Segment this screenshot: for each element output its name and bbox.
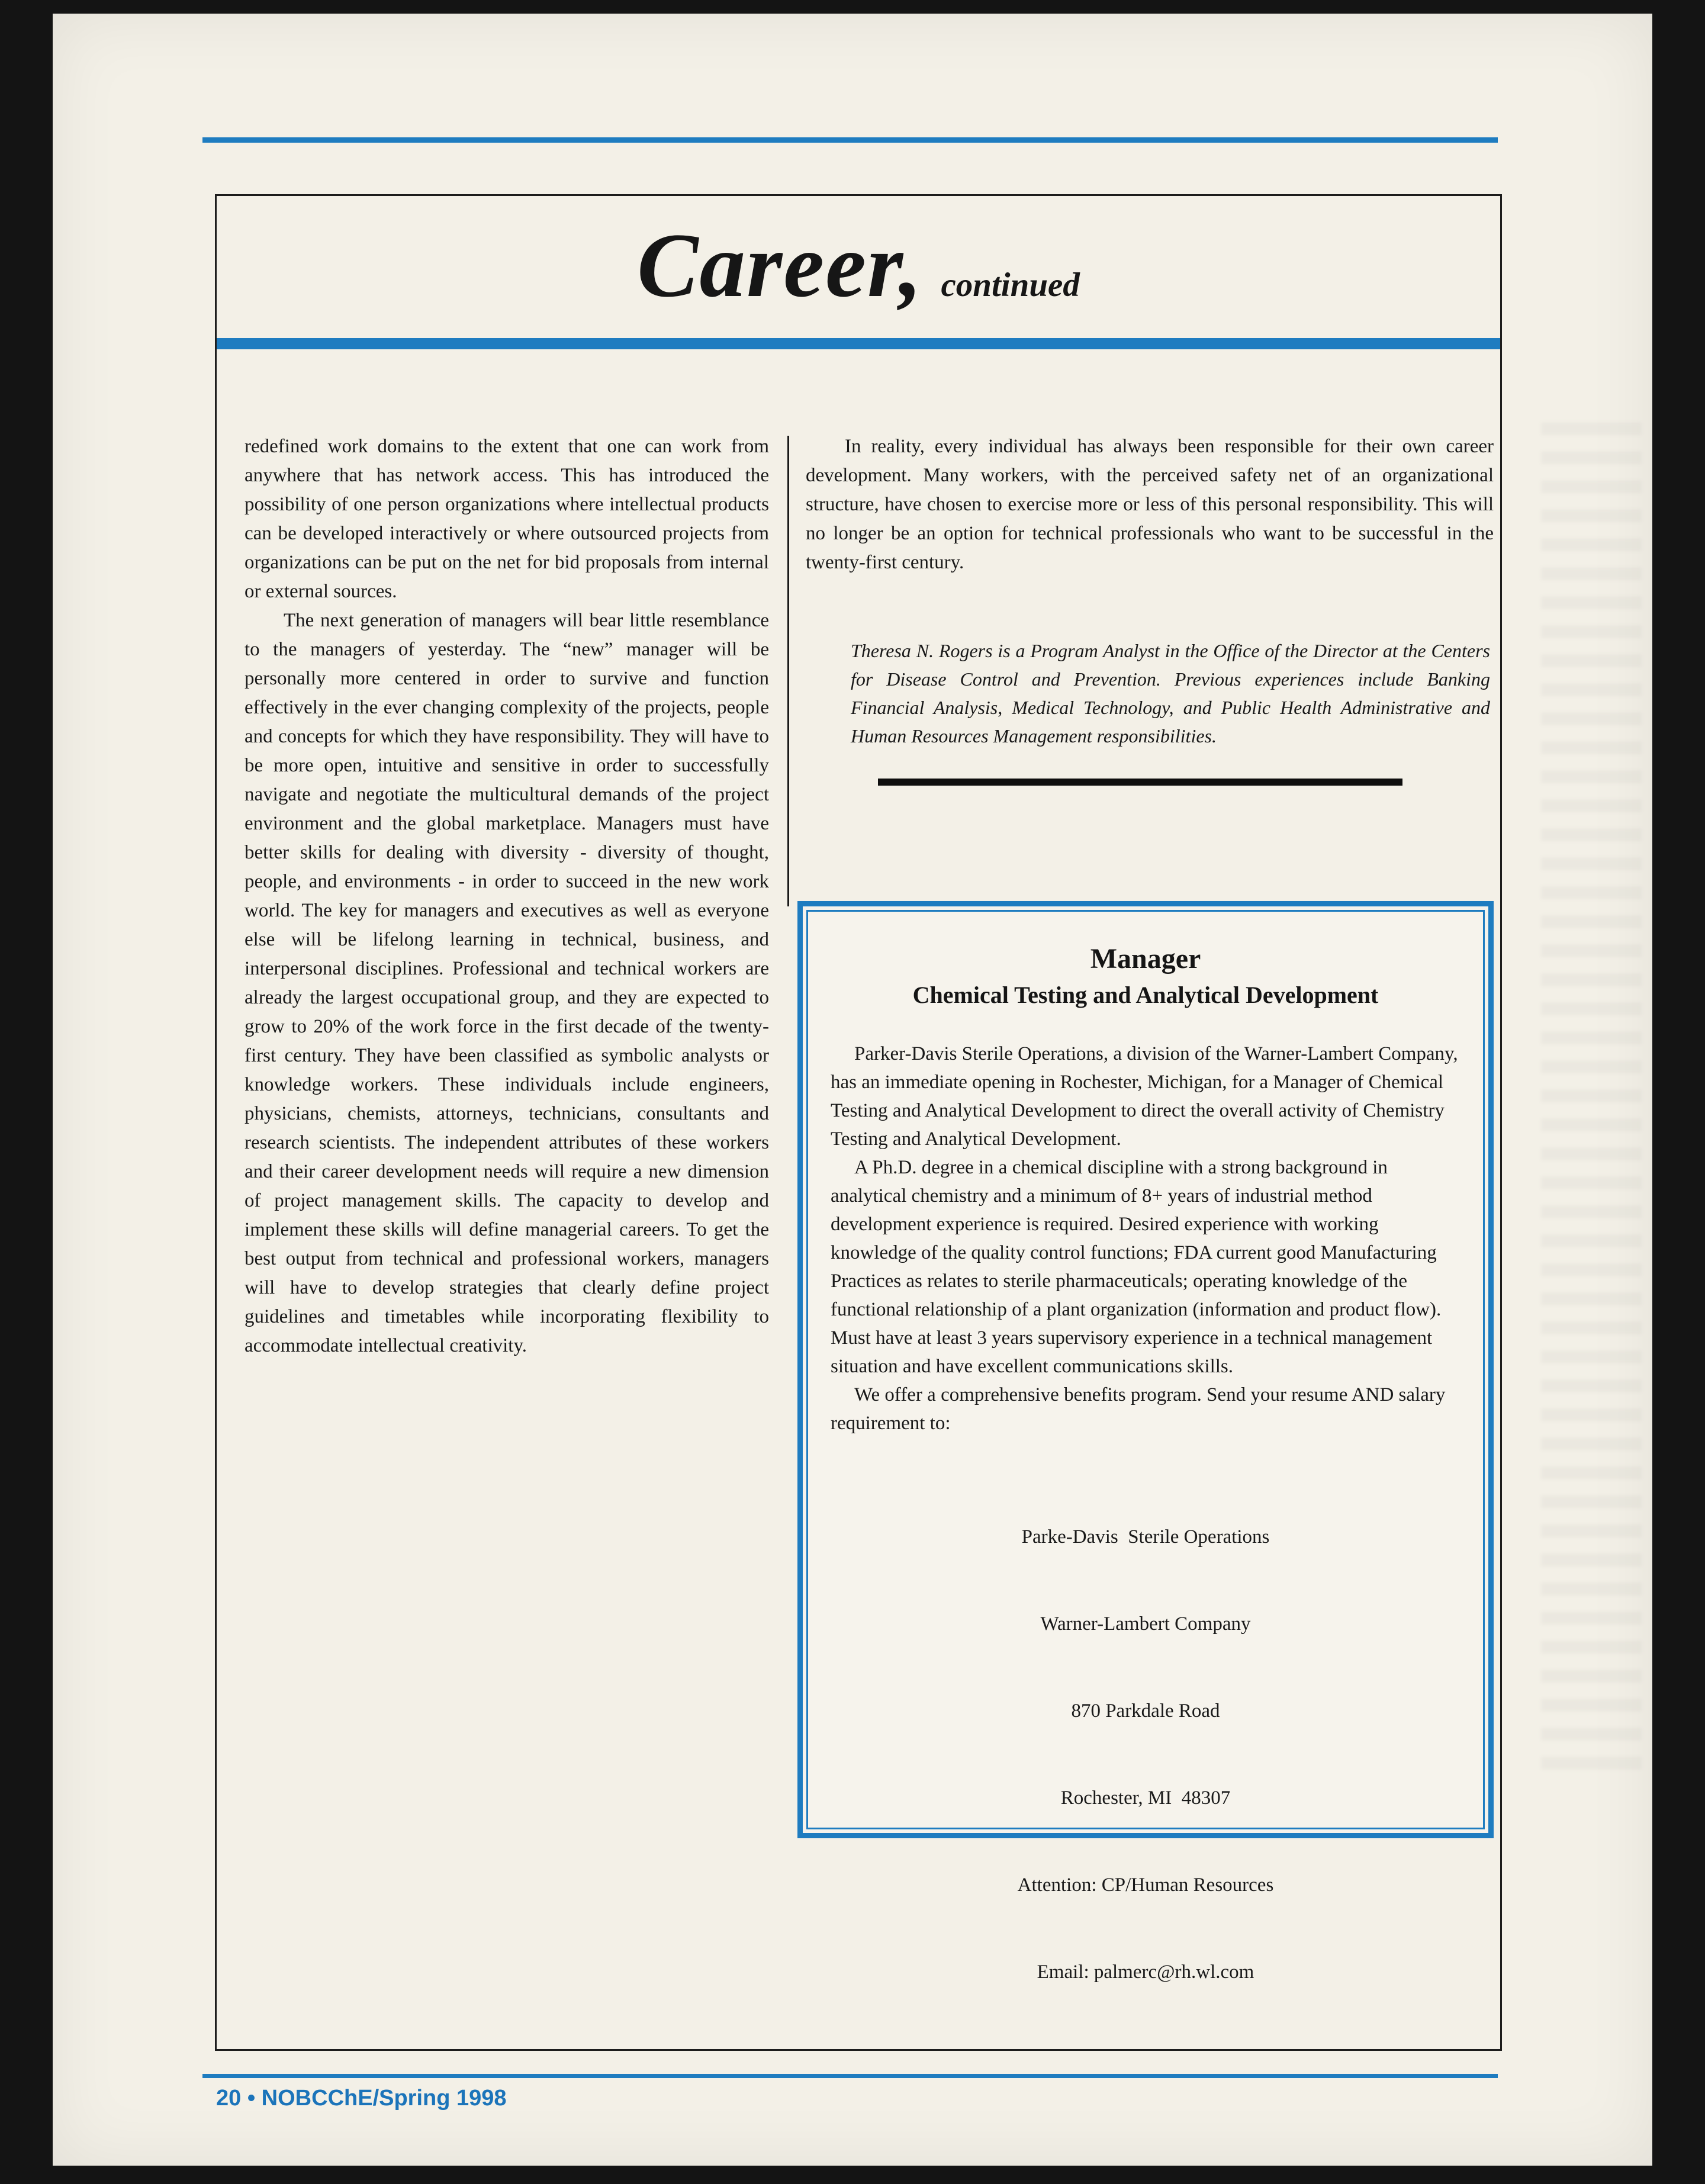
address-line: Attention: CP/Human Resources bbox=[1017, 1874, 1274, 1896]
left-column bbox=[245, 432, 769, 1838]
paragraph: The next generation of managers will bear little resemblance to the managers of yesterday. The “new” manager will be personally more centered in order to survive and function effectively in the ever changing complexity of the projects, people and concepts for which they have responsibility. They will have to be more open, intuitive and sensitive in order to successfully navigate and negotiate the multicultural demands of the project environment and the global marketplace. Managers must have better skills for dealing with diversity - diversity of thought, people, and environments - in order to succeed in the new work world. The key for managers and executives as well as everyone else will be lifelong learning in technical, business, and interpersonal disciplines. Professional and technical workers are already the largest occupational group, and they are expected to grow to 20% of the work force in the first decade of the twenty-first century. They have been classified as symbolic analysts or knowledge workers. These individuals include engineers, physicians, chemists, attorneys, technicians, consultants and research scientists. The independent attributes of these workers and their career development needs will require a new dimension of project management skills. The capacity to develop and implement these skills will define managerial careers. To get the best output from technical and professional workers, managers will have to develop strategies that clearly define project guidelines and timetables while incorporating flexibility to accommodate intellectual creativity. bbox=[245, 610, 769, 1356]
section-divider-rule bbox=[878, 779, 1402, 786]
job-ad-paragraph: A Ph.D. degree in a chemical discipline with a strong background in analytical chemistry and a minimum of 8+ years of industrial method development experience is required. Desired experience with working knowledge of the quality control functions; FDA current good Manufacturing Practices as relates to sterile pharmaceuticals; operating knowledge of the functional relationship of a plant organization (information and product flow). Must have at least 3 years supervisory experience in a technical management situation and have excellent communications skills. bbox=[831, 1157, 1442, 1377]
article-masthead bbox=[217, 196, 1500, 338]
paragraph: redefined work domains to the extent that one can work from anywhere that has network access. This has introduced the possibility of one person organizations where intellectual products can be developed interactively or where outsourced projects from organizations can be put on the net for bid proposals from internal or external sources. bbox=[245, 436, 769, 602]
author-bio: Theresa N. Rogers is a Program Analyst in the Office of the Director at the Centers for Disease Control and Prevention. Previous experiences include Banking Financial Analysis, Medical Technology, and Public Health Administrative and Human Resources Management responsibilities. bbox=[851, 640, 1490, 747]
article-subtitle: continued bbox=[941, 266, 1080, 304]
job-ad-box bbox=[797, 901, 1494, 1983]
masthead-underline-bar bbox=[217, 338, 1500, 349]
paragraph: In reality, every individual has always been responsible for their own career development. Many workers, with the perceived safety net of an organizational structure, have chosen to exercise more or less of this personal responsibility. This will no longer be an option for technical professionals who want to be successful in the twenty-first century. bbox=[806, 436, 1494, 573]
column-divider-line bbox=[787, 436, 789, 906]
article-frame bbox=[215, 194, 1502, 2051]
job-ad-paragraph: Parker-Davis Sterile Operations, a division of the Warner-Lambert Company, has an immediate opening in Rochester, Michigan, for a Manager of Chemical Testing and Analytical Development to direct the overall activity of Chemistry Testing and Analytical Development. bbox=[831, 1043, 1458, 1150]
address-line: Warner-Lambert Company bbox=[1040, 1613, 1251, 1635]
job-ad-paragraph: We offer a comprehensive benefits program. Send your resume AND salary requirement to: bbox=[831, 1384, 1446, 1434]
page-bleed-through bbox=[1541, 422, 1642, 1784]
job-ad-inner-frame bbox=[806, 910, 1485, 1983]
address-line: Rochester, MI 48307 bbox=[1060, 1787, 1231, 1809]
top-blue-rule bbox=[202, 137, 1498, 143]
right-column bbox=[806, 432, 1494, 1983]
article-title: Career, bbox=[637, 214, 924, 316]
address-line: Parke-Davis Sterile Operations bbox=[1021, 1526, 1270, 1548]
page-footer: 20 • NOBCChE/Spring 1998 bbox=[216, 2086, 507, 2111]
article-columns bbox=[217, 432, 1500, 1983]
magazine-page bbox=[53, 14, 1652, 2166]
address-line: 870 Parkdale Road bbox=[1071, 1700, 1220, 1722]
job-ad-address-block bbox=[831, 1465, 1460, 2045]
footer-blue-rule bbox=[202, 2074, 1498, 2078]
job-ad-subtitle: Chemical Testing and Analytical Development bbox=[912, 982, 1379, 1008]
job-ad-title: Manager bbox=[1090, 943, 1201, 974]
address-line: Email: palmerc@rh.wl.com bbox=[1037, 1961, 1254, 1983]
